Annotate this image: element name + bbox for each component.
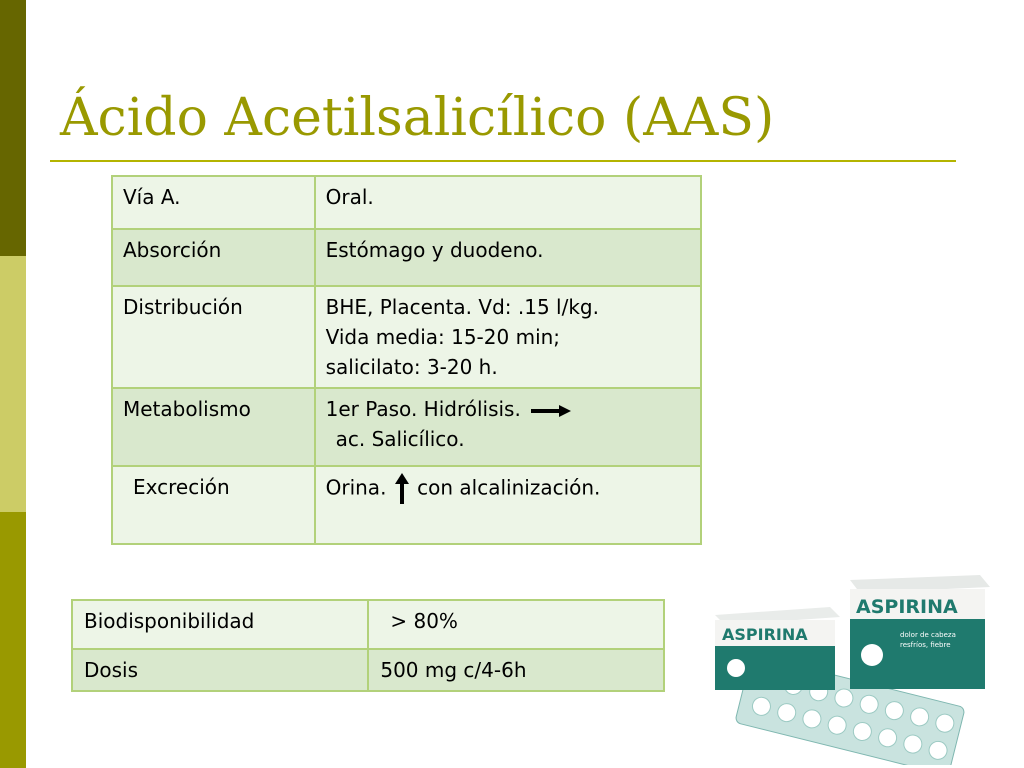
big-box-text-2: resfríos, fiebre	[900, 641, 951, 649]
excretion-pre: Orina.	[325, 475, 387, 500]
small-box-brand: ASPIRINA	[722, 625, 808, 644]
excretion-label: Excreción	[133, 475, 230, 499]
table-row	[72, 600, 664, 649]
row-label: Metabolismo	[112, 388, 315, 466]
row-label: Vía A.	[112, 176, 315, 229]
row-label	[112, 466, 315, 544]
row-label: Distribución	[112, 286, 315, 388]
table-row	[72, 649, 664, 691]
big-box-brand: ASPIRINA	[856, 596, 958, 618]
excretion-post: con alcalinización.	[417, 475, 601, 500]
metabolism-line-1: 1er Paso. Hidrólisis.	[325, 397, 521, 421]
row-label: Biodisponibilidad	[72, 600, 368, 649]
decor-strip-bottom	[0, 512, 26, 768]
title-underline	[50, 160, 956, 162]
distribution-line-3: salicilato: 3-20 h.	[325, 355, 498, 379]
decor-strip-top	[0, 0, 26, 256]
distribution-line-2: Vida media: 15-20 min;	[325, 325, 561, 349]
table-row	[112, 176, 701, 229]
row-value: Estómago y duodeno.	[315, 229, 701, 286]
table-row	[112, 286, 701, 388]
dosage-table	[71, 599, 665, 692]
row-label: Absorción	[112, 229, 315, 286]
table-row	[112, 466, 701, 544]
big-box-text-1: dolor de cabeza	[900, 631, 956, 639]
row-value	[368, 600, 664, 649]
distribution-line-1: BHE, Placenta. Vd: .15 l/kg.	[325, 295, 599, 319]
decor-strip-middle	[0, 256, 26, 512]
slide-title: Ácido Acetilsalicílico (AAS)	[60, 88, 775, 148]
row-label: Dosis	[72, 649, 368, 691]
row-value	[315, 388, 701, 466]
row-value: 500 mg c/4-6h	[368, 649, 664, 691]
pharmacokinetics-table	[111, 175, 702, 545]
bioavailability-value: > 80%	[390, 609, 458, 633]
table-row	[112, 229, 701, 286]
row-value	[315, 466, 701, 544]
right-arrow-icon	[527, 404, 573, 418]
up-arrow-icon	[393, 472, 411, 506]
aspirin-box-image	[700, 565, 1000, 765]
metabolism-line-2: ac. Salicílico.	[335, 427, 465, 451]
row-value: Oral.	[315, 176, 701, 229]
table-row	[112, 388, 701, 466]
row-value	[315, 286, 701, 388]
